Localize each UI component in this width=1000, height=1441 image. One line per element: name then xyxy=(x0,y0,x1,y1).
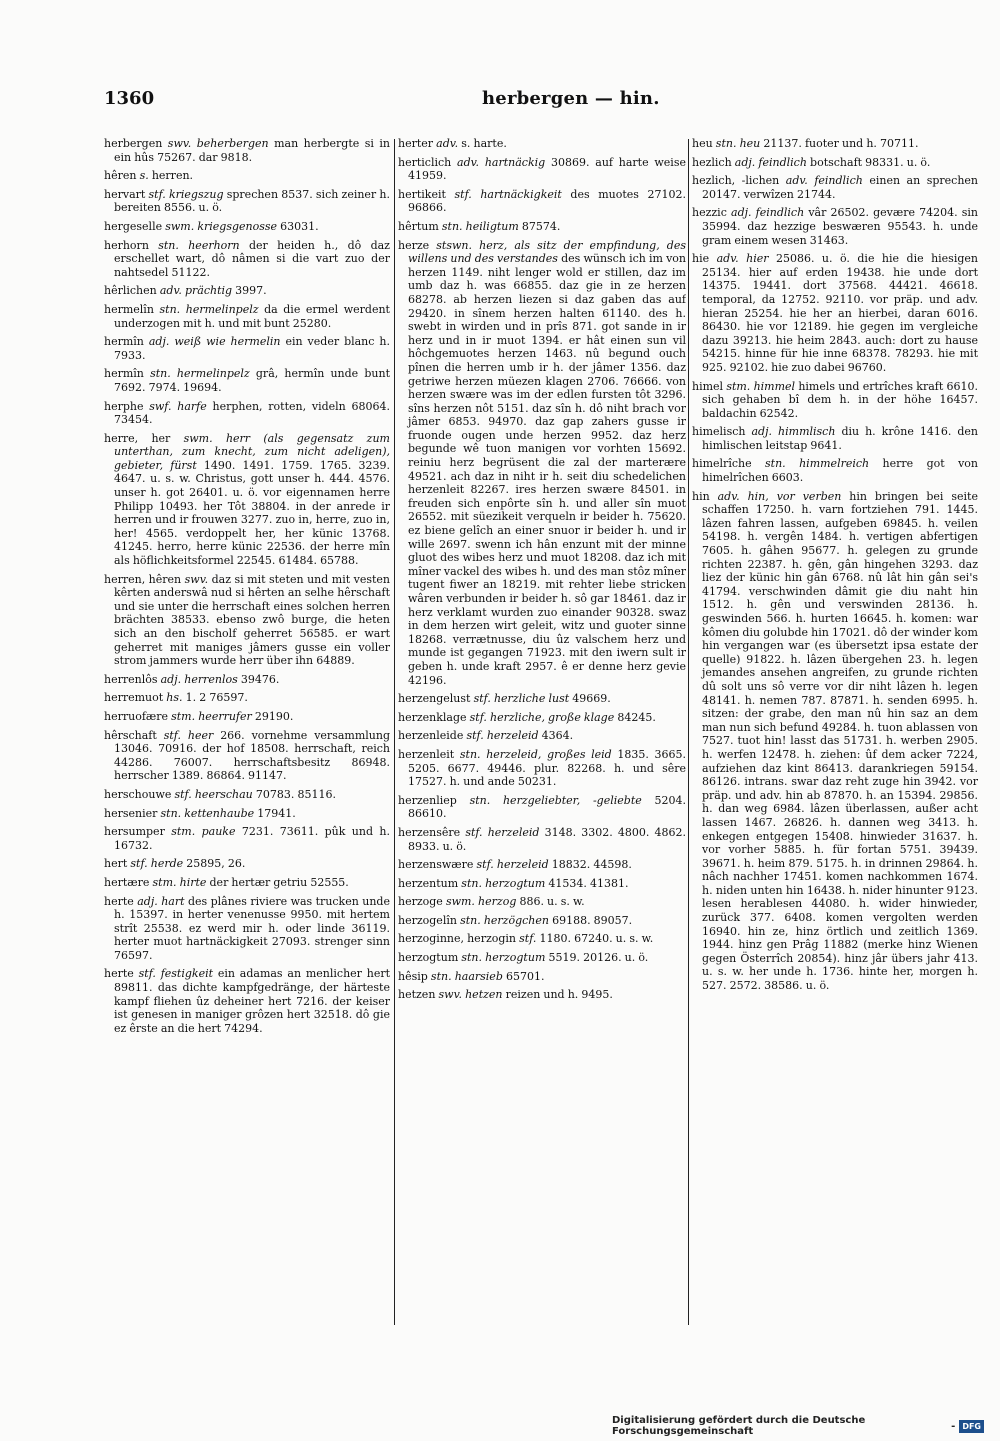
headword: herzoginne, herzogin xyxy=(398,932,517,946)
definition: hermelinpelz xyxy=(176,367,250,381)
dictionary-entry xyxy=(398,156,686,183)
entry-text: 25895, 26. xyxy=(186,857,246,871)
definition: himmlisch xyxy=(778,425,836,439)
definition: hermelinpelz xyxy=(185,302,259,316)
grammar-label: adj. xyxy=(751,425,773,439)
headword: herremuot xyxy=(104,691,164,705)
grammar-label: stf. xyxy=(469,710,487,724)
dictionary-entry xyxy=(104,303,390,330)
headword: herte xyxy=(104,967,134,981)
definition: haarsieb xyxy=(454,969,503,983)
headword: hin xyxy=(692,489,710,503)
entry-text: 25086. u. ö. die hie die hiesigen 25134. hier auf erden 19438. hie unde dort 14375. 19441. dort 37568. 44421. 46618. temporal, da 12752. 92110. vor präp. und adv. hieran 25254. hie her an hierbei, daran 6016. 86430. hie vor 12189. hie gegen im vergleiche dazu 39213. hie heim 2843. auch: dort zu hause 54215. hinne für hie inne 68378. 78293. hie mit 925. 92102. hie zuo dabei 96760. xyxy=(702,252,978,374)
grammar-label: stn. xyxy=(158,238,179,252)
entry-text: vâr 26502. gevære 74204. sin 35994. daz hezzige beswæren 95543. h. unde gram einem wesen 31463. xyxy=(702,206,978,247)
entry-text: 1. 2 76597. xyxy=(185,691,248,705)
headword: herphe xyxy=(104,399,144,413)
headword: herrenlôs xyxy=(104,672,158,686)
grammar-label: stf. xyxy=(519,932,537,946)
dictionary-entry xyxy=(104,895,390,963)
definition: herzogtum xyxy=(485,951,546,965)
headword: herzogtum xyxy=(398,951,459,965)
headword: herzensêre xyxy=(398,825,461,839)
entry-text: 4364. xyxy=(541,729,574,743)
definition: feindlich xyxy=(758,155,807,169)
headword: hêrschaft xyxy=(104,728,157,742)
entry-text: 65701. xyxy=(505,969,545,983)
definition: heerhorn xyxy=(188,238,240,252)
headword: hie xyxy=(692,252,710,266)
grammar-label: stn. xyxy=(461,951,483,965)
entry-text: 70783. 85116. xyxy=(255,787,336,801)
definition: herzgeliebter, -geliebte xyxy=(502,793,642,807)
column-middle xyxy=(398,137,686,1333)
grammar-label: stm. xyxy=(171,825,196,839)
funding-note: Digitalisierung gefördert durch die Deutsche Forschungsgemeinschaft xyxy=(612,1415,866,1437)
dictionary-entry xyxy=(692,137,978,151)
dictionary-entry xyxy=(398,729,686,743)
headword: hermîn xyxy=(104,367,144,381)
definition: heu xyxy=(739,137,761,150)
definition: feindlich xyxy=(755,206,805,220)
headword: herzenliep xyxy=(398,793,457,807)
page-number: 1360 xyxy=(104,88,155,109)
dictionary-entry xyxy=(398,794,686,821)
dictionary-entry xyxy=(104,710,390,724)
entry-text: des wünsch ich im von herzen 1149. niht lenger wold er stillen, daz im umb daz h. was 66855. daz gie in ze herzen 68278. ab herzen liezen si daz gaben das auf 29420. in sînem herzen halten 61140. des h. swebt in wirden und in prîs 871. got sande in ir herz und in ir muot 1394. er hât einen sun vil hôchgemuotes herzen 1463. nû begund ouch pînen die herren umb ir h. der jâmer 1356. daz getriwe herzen müezen klagen 2706. 76666. von herzen swære was im der edlen fursten tôt 3296. sîns herzen nôt 5151. daz sîn h. dô niht brach vor jâmer 6853. 94970. daz gap zahers gusse ir fruonde ougen unde herzen 9952. daz herz begunde wê tuon manigen vor vorhten 15692. reiniu herz begrüsent die zal der marterære 49521. ach daz in niht ir h. seit diu schedelichen herzenleit 82267. ires herzen swære 84501. in freuden sich enpôrte sîn h. und aller sîn muot 26552. mit süezikeit verqueln ir beider h. 75620. ez biene gelîch an einer snuor ir beider h. und ir wille 2697. swenn ich hân enzunt mit der minne gluot des wibes herz und muot 18208. daz ich mit mîner vackel des wibes h. und des man stôz mîner tugent fiwer an 18219. mit rehter liebe stricken wâren verbunden ir beider h. sô gar 18461. daz ir herz verklamt wurden zuo einander 90328. swaz in dem herzen wirt geleit, witz und guoter sinne 18268. verrætnusse, diu ûz valschem herz und munde ist gegangen 71923. mit den iwern sult ir geben h. unde kraft 2957. ê er denne herz gevie 42196. xyxy=(408,252,686,687)
grammar-label: swf. xyxy=(149,399,172,413)
definition: herzeleid xyxy=(486,729,539,743)
dictionary-entry xyxy=(104,220,390,234)
grammar-label: hs. xyxy=(166,691,183,705)
headword: herter xyxy=(398,137,434,150)
grammar-label: adj. xyxy=(148,335,170,349)
definition: heerrufer xyxy=(198,709,252,723)
entry-text: 63031. xyxy=(280,219,319,233)
entry-text: 39476. xyxy=(240,672,280,686)
definition: hin, vor verben xyxy=(747,489,842,503)
definition: heiligtum xyxy=(465,219,519,233)
dictionary-entry xyxy=(398,970,686,984)
grammar-label: adv. xyxy=(159,284,182,298)
entry-text: herren. xyxy=(151,169,194,183)
grammar-label: stn. xyxy=(150,367,171,381)
entry-text: daz si mit steten und mit vesten kêrten anderswâ nud si hêrten an selhe hêrschaft und sie unter die herrschaft eines solchen herren brächten 38533. ebenso zwô burge, die heten sich an den bischolf geherret 56585. er wart geherret mit maniges jâmers gusse ein voller strom jammers wurde herr über ihn 64889. xyxy=(114,572,390,668)
dfg-logo: DFG xyxy=(959,1420,984,1433)
dictionary-entry xyxy=(398,914,686,928)
grammar-label: adv. xyxy=(436,137,459,150)
headword: hezlich xyxy=(692,155,732,169)
headword: hetzen xyxy=(398,988,436,1002)
grammar-label: stn. xyxy=(441,219,463,233)
headword: herte xyxy=(104,894,134,908)
headword: hersumper xyxy=(104,825,165,839)
dictionary-entry xyxy=(398,220,686,234)
definition: herzliche lust xyxy=(493,692,570,706)
definition: herrenlos xyxy=(184,672,238,686)
dictionary-entry xyxy=(104,169,390,183)
entry-text: 5519. 20126. u. ö. xyxy=(548,951,649,965)
grammar-label: s. xyxy=(139,169,149,183)
entry-text: der heiden h., dô daz erschellet wart, dô nâmen si die vart zuo der nahtsedel 51122. xyxy=(114,238,390,279)
headword: hergeselle xyxy=(104,219,163,233)
dictionary-entry xyxy=(104,432,390,568)
entry-text: 7231. 73611. pûk und h. 16732. xyxy=(114,825,390,852)
headword: herren, hêren xyxy=(104,572,182,586)
dictionary-entry xyxy=(398,951,686,965)
definition: hartnäckig xyxy=(484,155,546,169)
definition: herzog xyxy=(478,895,517,909)
headword: herzenleit xyxy=(398,747,455,761)
page-header xyxy=(104,88,976,122)
dictionary-entry xyxy=(398,188,686,215)
definition: herzeleid xyxy=(487,825,540,839)
text-columns xyxy=(104,137,978,1333)
definition: feindlich xyxy=(814,174,863,188)
grammar-label: stn. xyxy=(469,793,491,807)
definition: himmel xyxy=(753,379,796,393)
definition: festigkeit xyxy=(160,967,214,981)
headword: hêsip xyxy=(398,969,428,983)
entry-text: 84245. xyxy=(617,710,656,724)
dictionary-entry xyxy=(398,137,686,151)
headword: hêrlichen xyxy=(104,284,157,298)
headword: himelisch xyxy=(692,425,746,439)
headword: hersenier xyxy=(104,806,158,820)
grammar-label: adj. xyxy=(734,155,756,169)
entry-text: 1180. 67240. u. s. w. xyxy=(539,932,654,946)
definition: herzliche, große klage xyxy=(490,710,615,724)
dictionary-entry xyxy=(104,857,390,871)
dictionary-entry xyxy=(104,691,390,705)
grammar-label: stn. xyxy=(460,913,481,927)
definition: kriegszug xyxy=(168,187,224,201)
entry-text: 49669. xyxy=(572,692,611,706)
dictionary-entry xyxy=(104,239,390,280)
definition: harfe xyxy=(177,399,207,413)
definition: heerschau xyxy=(194,787,253,801)
dictionary-entry xyxy=(104,335,390,362)
entry-text: 30869. auf harte weise 41959. xyxy=(408,155,686,183)
grammar-label: adv. xyxy=(716,252,739,266)
entry-text: man herbergte si in ein hûs 75267. dar 9818. xyxy=(114,137,390,164)
entry-text: 18832. 44598. xyxy=(551,858,632,872)
entry-text: 5204. 86610. xyxy=(408,793,686,821)
definition: herzeleid, großes leid xyxy=(486,747,612,761)
entry-text: des plânes riviere was trucken unde h. 15397. in herter venenusse 9950. mit hertem strît 25538. ez werd mir h. oder linde 36119. herter muot hartnäckigkeit 27093. strenger sinn 76597. xyxy=(114,894,390,962)
entry-text: grâ, hermîn unde bunt 7692. 7974. 19694. xyxy=(114,367,390,394)
entry-text: 266. vornehme versammlung 13046. 70916. der hof 18508. herrschaft, reich 44286. 76007. herrschaftsbesitz 86948. herrscher 1389. 86864. 91147. xyxy=(114,728,390,783)
dictionary-entry xyxy=(398,692,686,706)
grammar-label: adj. xyxy=(160,672,182,686)
grammar-label: adv. xyxy=(785,174,808,188)
headword: hêren xyxy=(104,169,137,183)
entry-text: hin bringen bei seite schaffen 17250. h. varn fortziehen 791. 1445. lâzen fahren lassen, aufgeben 69845. h. veilen 54198. h. vergên 1484. h. vertigen abfertigen 7605. h. gâhen 95677. h. gelegen zu grunde richten 22387. h. gên, gân hingehen 3293. daz liez der künic hin gân 6768. nû lât hin gân sei's 41794. verschwinden dâmit gie diu naht hin 1512. h. gên und verswinden 28136. h. geswinden 566. h. hurten 16645. h. komen: war kômen diu golubde hin 17021. dô der winder kom hin vergangen war (es übersetzt ipsa estate der quelle) 91822. h. lâzen übergehen 23. h. legen jemandes ansehen angreifen, zu grunde richten dû solt uns sô verre vor dir niht lâzen h. legen 48141. h. nemen 787. 87871. h. senden 6995. h. sitzen: der grabe, den man nû hin saz an dem man nun sich befund 49284. h. tuon ablassen von 7527. tuot hin! lasst das 51731. h. werben 2905. h. werfen 12478. h. ziehen: ûf dem acker 7224, aufziehen daz kint 86413. darankriegen 59154. 86126. intrans. swar daz reht zuge hin 3942. vor präp. und adv. hin ab 87870. h. an 15394. 29856. h. dan weg 6984. lâzen überlassen, außer acht lassen 1467. 26826. h. dannen weg 3413. h. enkegen entgegen 15408. hinwieder 31637. h. vor vorher 5885. h. für fortan 5751. 39439. 39671. h. heim 879. 5175. h. in drinnen 29864. h. nâch nachher 17451. komen nachkommen 1674. h. niden unten hin 16438. h. nider hinunter 9123. lesen herablesen 44080. h. wider hinwieder, zurück 377. 6408. komen vergolten werden 16940. hin ze, hinz örtlich und zeitlich 1369. 1944. hinz gen Prâg 11882 (merke hinz Wienen gegen Österrîch 20854). hinz jâr übers jahr 413. u. s. w. her unde h. 1736. hinte her, morgen h. 527. 2572. 38586. u. ö. xyxy=(702,489,978,993)
grammar-label: stf. xyxy=(138,967,156,981)
grammar-label: swm. xyxy=(183,431,213,445)
grammar-label: stn. xyxy=(159,302,181,316)
headword: himel xyxy=(692,379,724,393)
headword: herruofære xyxy=(104,709,168,723)
dictionary-entry xyxy=(692,490,978,993)
entry-text: s. harte. xyxy=(461,137,507,150)
headword: hermelîn xyxy=(104,302,154,316)
headword: herzenklage xyxy=(398,710,467,724)
entry-text: der hertær getriu 52555. xyxy=(209,875,349,889)
definition: himmelreich xyxy=(799,457,870,471)
headword: hezzic xyxy=(692,206,727,220)
definition: beherbergen xyxy=(196,137,269,150)
column-rule xyxy=(394,139,395,1325)
entry-text: 29190. xyxy=(254,709,294,723)
entry-text: sprechen 8537. sich zeiner h. bereiten 8556. u. ö. xyxy=(114,187,390,215)
grammar-label: swm. xyxy=(165,219,195,233)
dictionary-entry xyxy=(104,188,390,215)
grammar-label: swm. xyxy=(445,895,475,909)
dictionary-entry xyxy=(398,826,686,853)
grammar-label: adv. xyxy=(717,489,740,503)
dictionary-entry xyxy=(692,380,978,421)
headword: herze xyxy=(398,238,430,252)
headword: himelrîche xyxy=(692,457,752,471)
entry-text: himels und ertrîches kraft 6610. sich gehaben bî dem h. in der höhe 16457. baldachin 62542. xyxy=(702,379,978,420)
grammar-label: stf. xyxy=(163,728,181,742)
grammar-label: stf. xyxy=(174,787,192,801)
grammar-label: adv. xyxy=(457,155,480,169)
definition: herzögchen xyxy=(483,913,549,927)
grammar-label: stn. xyxy=(461,876,482,890)
dictionary-entry xyxy=(692,457,978,484)
entry-text: des muotes 27102. 96866. xyxy=(408,187,686,215)
headword: herzogelîn xyxy=(398,913,457,927)
dictionary-entry xyxy=(104,284,390,298)
dictionary-entry xyxy=(398,711,686,725)
dictionary-entry xyxy=(398,932,686,946)
entry-text: herre got von himelrîchen 6603. xyxy=(702,457,978,485)
dictionary-entry xyxy=(104,367,390,394)
grammar-label: stn. xyxy=(715,137,737,150)
definition: herzeleid xyxy=(496,858,549,872)
entry-text: 1835. 3665. 5205. 6677. 49446. plur. 82268. h. und sêre 17527. h. und ande 50231. xyxy=(408,747,686,789)
grammar-label: stn. xyxy=(160,806,182,820)
headword: herticlich xyxy=(398,155,452,169)
headword: herschouwe xyxy=(104,787,172,801)
definition: prächtig xyxy=(184,284,233,298)
headword: herzenswære xyxy=(398,858,474,872)
headword: hermîn xyxy=(104,335,144,349)
definition: herde xyxy=(150,857,184,871)
grammar-label: stm. xyxy=(726,379,751,393)
dictionary-entry xyxy=(398,877,686,891)
entry-text: 1490. 1491. 1759. 1765. 3239. 4647. u. s. w. Christus, gott unser h. 444. 4576. unser h. got 26401. u. ö. vor eigennamen herre Philipp 10493. her Tôt 38804. in der anrede ir herren und ir frouwen 3277. zuo in, herre, zuo in, her! 4565. verdoppelt her, her künic 13768. 41245. herro, herre künic 22536. der herre mîn als höflichkeitsformel 22545. 61484. 65788. xyxy=(114,458,390,568)
entry-text: ein veder blanc h. 7933. xyxy=(114,335,390,362)
headword: herzoge xyxy=(398,895,443,909)
dictionary-entry xyxy=(104,876,390,890)
footer-separator: - xyxy=(951,1420,956,1432)
grammar-label: stf. xyxy=(466,729,484,743)
entry-text: einen an sprechen 20147. verwîzen 21744. xyxy=(702,174,978,201)
entry-text: 3148. 3302. 4800. 4862. 8933. u. ö. xyxy=(408,825,686,853)
headword: herzentum xyxy=(398,876,459,890)
grammar-label: stf. xyxy=(473,692,491,706)
definition: herz, als sitz der empfindung, des willens und des verstandes xyxy=(408,238,686,266)
entry-text: da die ermel werdent underzogen mit h. und mit bunt 25280. xyxy=(114,302,390,330)
grammar-label: swv. xyxy=(167,137,192,150)
grammar-label: stm. xyxy=(152,875,177,889)
dictionary-entry xyxy=(104,967,390,1035)
dictionary-entry xyxy=(692,174,978,201)
grammar-label: stn. xyxy=(459,747,481,761)
running-title: herbergen — hin. xyxy=(482,88,660,109)
definition: kriegsgenosse xyxy=(197,219,278,233)
headword: hervart xyxy=(104,187,146,201)
dictionary-entry xyxy=(398,988,686,1002)
grammar-label: stn. xyxy=(765,457,786,471)
grammar-label: stf. xyxy=(130,857,148,871)
dictionary-entry xyxy=(104,825,390,852)
grammar-label: stm. xyxy=(171,709,196,723)
definition: pauke xyxy=(201,825,236,839)
entry-text: botschaft 98331. u. ö. xyxy=(810,155,931,169)
column-right xyxy=(692,137,978,1333)
entry-text: 886. u. s. w. xyxy=(519,895,585,909)
dictionary-entry xyxy=(104,807,390,821)
funding-footer xyxy=(612,1415,984,1437)
grammar-label: stf. xyxy=(465,825,483,839)
dictionary-entry xyxy=(398,858,686,872)
dictionary-entry xyxy=(104,673,390,687)
grammar-label: swv. xyxy=(438,988,462,1002)
definition: hart xyxy=(161,894,185,908)
grammar-label: stf. xyxy=(476,858,494,872)
headword: hêrtum xyxy=(398,219,439,233)
headword: herhorn xyxy=(104,238,149,252)
headword: hertære xyxy=(104,875,150,889)
headword: herre, her xyxy=(104,431,171,445)
headword: herzengelust xyxy=(398,692,471,706)
grammar-label: swv. xyxy=(184,572,209,586)
dictionary-entry xyxy=(104,400,390,427)
grammar-label: adj. xyxy=(731,206,752,220)
dictionary-entry xyxy=(104,729,390,783)
headword: herzenleide xyxy=(398,729,464,743)
entry-text: 17941. xyxy=(257,806,296,820)
column-rule xyxy=(688,139,689,1325)
definition: herr (als gegensatz zum unterthan, zum knecht, zum nicht adeligen), gebieter, fürst xyxy=(114,431,390,472)
headword: heu xyxy=(692,137,713,150)
dictionary-entry xyxy=(398,239,686,688)
dictionary-entry xyxy=(692,206,978,247)
definition: weiß wie hermelin xyxy=(174,335,281,349)
dictionary-entry xyxy=(398,748,686,789)
headword: hezlich, -lichen xyxy=(692,174,780,188)
grammar-label: stswn. xyxy=(436,238,472,252)
headword: hertikeit xyxy=(398,187,446,201)
headword: hert xyxy=(104,857,128,871)
dictionary-entry xyxy=(104,137,390,164)
grammar-label: stf. xyxy=(148,187,166,201)
entry-text: 21137. fuoter und h. 70711. xyxy=(763,137,919,150)
dictionary-entry xyxy=(398,895,686,909)
entry-text: 87574. xyxy=(521,219,561,233)
entry-text: 69188. 89057. xyxy=(552,913,633,927)
entry-text: diu h. krône 1416. den himlischen leitstap 9641. xyxy=(702,425,978,452)
column-left xyxy=(104,137,390,1333)
grammar-label: stn. xyxy=(430,969,452,983)
dictionary-entry xyxy=(104,788,390,802)
definition: heer xyxy=(187,728,214,742)
dictionary-entry xyxy=(104,573,390,668)
dictionary-entry xyxy=(692,252,978,374)
entry-text: reizen und h. 9495. xyxy=(505,988,613,1002)
grammar-label: adj. xyxy=(137,894,158,908)
entry-text: ein adamas an menlicher hert 89811. das dichte kampfgedränge, der härteste kampf fliehen ûz deheiner hert 7216. der keiser ist genesen in maniger grôzen hert 32518. dô gie ez êrste an die hert 74294. xyxy=(114,967,390,1035)
dictionary-entry xyxy=(692,425,978,452)
entry-text: 41534. 41381. xyxy=(548,876,629,890)
definition: kettenhaube xyxy=(184,806,255,820)
headword: herbergen xyxy=(104,137,163,150)
definition: hier xyxy=(746,252,769,266)
dictionary-entry xyxy=(692,156,978,170)
entry-text: 3997. xyxy=(235,284,267,298)
definition: hirte xyxy=(179,875,207,889)
definition: herzogtum xyxy=(485,876,546,890)
definition: hartnäckigkeit xyxy=(480,187,562,201)
entry-text: herphen, rotten, videln 68064. 73454. xyxy=(114,399,390,427)
definition: hetzen xyxy=(465,988,503,1002)
grammar-label: stf. xyxy=(454,187,472,201)
